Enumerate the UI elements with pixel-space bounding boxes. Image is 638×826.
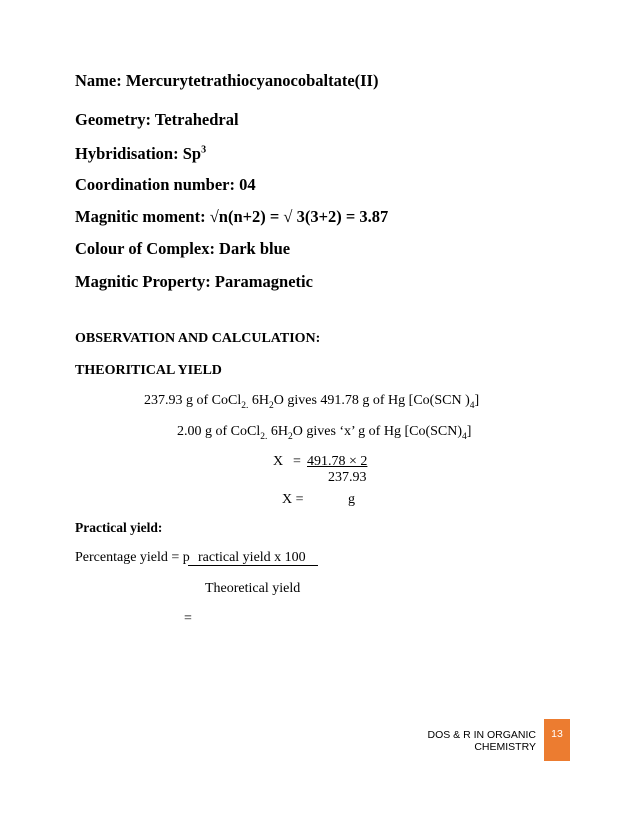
geometry: Geometry: Tetrahedral bbox=[75, 110, 239, 129]
coordination-number: Coordination number: 04 bbox=[75, 175, 256, 194]
percentage-yield-equals: = bbox=[184, 611, 192, 626]
line2-part-d: ] bbox=[466, 424, 472, 439]
page-number: 13 bbox=[551, 728, 563, 740]
hybridisation-text: Hybridisation: Sp bbox=[75, 144, 202, 163]
equation-x: X bbox=[273, 454, 284, 469]
fraction-rule bbox=[188, 565, 318, 566]
hybridisation-superscript: 3 bbox=[201, 144, 207, 156]
theoretical-yield-heading: THEORITICAL YIELD bbox=[75, 363, 222, 378]
theoretical-line-2 bbox=[177, 424, 471, 440]
practical-yield-heading: Practical yield: bbox=[75, 520, 163, 535]
line1-part-b: 6H bbox=[248, 393, 269, 408]
line2-sub-1: 2. bbox=[260, 431, 268, 442]
line2-part-c: O gives ‘x’ g of Hg [Co(SCN) bbox=[292, 424, 463, 439]
complex-name: Name: Mercurytetrathiocyanocobaltate(II) bbox=[75, 71, 379, 90]
percentage-yield-denominator: Theoretical yield bbox=[205, 581, 301, 596]
magnetic-moment: Magnitic moment: √n(n+2) = √ 3(3+2) = 3.87 bbox=[75, 207, 389, 226]
equation-denominator: 237.93 bbox=[328, 470, 367, 485]
percentage-yield-label: Percentage yield = p bbox=[75, 550, 190, 565]
line1-part-a: 237.93 g of CoCl bbox=[144, 393, 242, 408]
line1-sub-3: 4 bbox=[469, 400, 475, 411]
line1-sub-2: 2 bbox=[268, 400, 274, 411]
line1-sub-1: 2. bbox=[241, 400, 249, 411]
line2-sub-3: 4 bbox=[462, 431, 467, 442]
line1-part-d: ] bbox=[474, 393, 480, 408]
line2-part-a: 2.00 g of CoCl bbox=[177, 424, 261, 439]
result-unit: g bbox=[348, 492, 355, 507]
complex-colour: Colour of Complex: Dark blue bbox=[75, 239, 291, 258]
equation-equals: = bbox=[293, 454, 301, 469]
hybridisation bbox=[75, 144, 206, 164]
magnetic-property: Magnitic Property: Paramagnetic bbox=[75, 272, 313, 291]
theoretical-line-1 bbox=[144, 393, 479, 409]
line2-sub-2: 2 bbox=[287, 431, 293, 442]
percentage-yield-numerator: ractical yield x 100 bbox=[198, 550, 306, 565]
line1-part-c: O gives 491.78 g of Hg [Co(SCN ) bbox=[273, 393, 470, 408]
line2-part-b: 6H bbox=[267, 424, 288, 439]
page-number-badge bbox=[544, 719, 570, 761]
footer-text: DOS & R IN ORGANIC CHEMISTRY bbox=[427, 729, 536, 753]
observation-heading: OBSERVATION AND CALCULATION: bbox=[75, 331, 321, 346]
equation-numerator: 491.78 × 2 bbox=[307, 454, 368, 469]
result-x: X = bbox=[282, 492, 304, 507]
